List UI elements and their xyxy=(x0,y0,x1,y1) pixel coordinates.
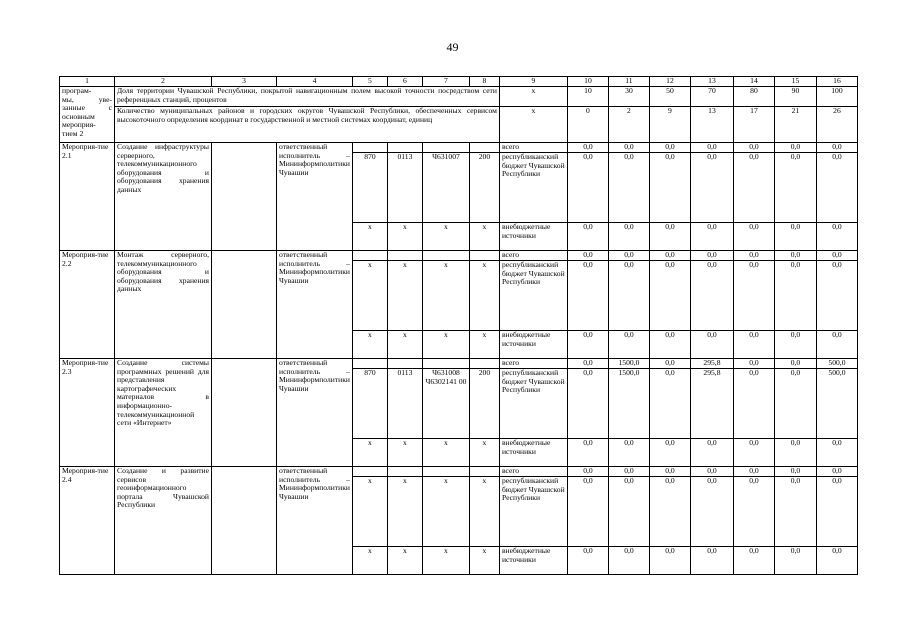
measure-name: Создание системы программных решений для представления картографических материалов в информационно-телекоммуникационной сети «Интернет» xyxy=(115,359,212,467)
indicator-text: Количество муниципальных районов и городских округов Чувашской Республики, обеспеченных сервисом высокоточного определения координат в государственной и местной системах координат, единиц xyxy=(115,107,500,143)
measure-row xyxy=(60,467,858,477)
budget-code-target: x xyxy=(422,331,469,359)
empty-cell xyxy=(212,359,277,467)
funding-value: 0,0 xyxy=(649,467,690,477)
budget-code-target: Ч631008 Ч6302141 00 xyxy=(422,369,469,439)
budget-code-section xyxy=(387,467,422,477)
measure-number: Мероприя-тие 2.4 xyxy=(60,467,115,575)
funding-value: 0,0 xyxy=(774,359,816,369)
funding-value: 0,0 xyxy=(816,477,857,547)
indicator-value: 30 xyxy=(608,87,649,107)
funding-value: 0,0 xyxy=(816,251,857,261)
funding-value: 0,0 xyxy=(608,143,649,153)
header-cell: 5 xyxy=(352,77,387,87)
funding-value: 0,0 xyxy=(774,467,816,477)
goal-label-line-4: основным xyxy=(62,111,95,121)
funding-value: 0,0 xyxy=(567,261,608,331)
funding-value: 0,0 xyxy=(690,467,733,477)
goal-label-line-1: програм- xyxy=(62,86,92,95)
funding-value: 0,0 xyxy=(733,369,774,439)
measure-name: Монтаж серверного, телекоммуникационного оборудования и оборудования хранения данных xyxy=(115,251,212,359)
funding-value: 0,0 xyxy=(733,467,774,477)
funding-source: республиканский бюджет Чувашской Республики xyxy=(499,477,567,547)
funding-value: 0,0 xyxy=(816,143,857,153)
funding-value: 0,0 xyxy=(567,251,608,261)
funding-value: 0,0 xyxy=(649,153,690,223)
funding-source: внебюджетные источники xyxy=(499,223,567,251)
indicator-value: 70 xyxy=(690,87,733,107)
header-row xyxy=(60,77,858,87)
budget-code-grbs: x xyxy=(352,547,387,575)
funding-value: 0,0 xyxy=(733,223,774,251)
funding-value: 1500,0 xyxy=(608,369,649,439)
budget-code-section: 0113 xyxy=(387,369,422,439)
funding-source: всего xyxy=(499,359,567,369)
budget-code-grbs xyxy=(352,359,387,369)
funding-value: 0,0 xyxy=(774,331,816,359)
responsible-title: ответственный xyxy=(279,466,328,475)
funding-value: 0,0 xyxy=(690,477,733,547)
header-cell: 8 xyxy=(469,77,499,87)
budget-code-grbs: x xyxy=(352,331,387,359)
responsible-title: ответственный xyxy=(279,250,328,259)
funding-source: республиканский бюджет Чувашской Республики xyxy=(499,153,567,223)
funding-value: 0,0 xyxy=(690,547,733,575)
indicator-value: 100 xyxy=(816,87,857,107)
indicator-mark: x xyxy=(499,87,567,107)
header-cell: 10 xyxy=(567,77,608,87)
funding-value: 1500,0 xyxy=(608,359,649,369)
responsible xyxy=(277,467,353,575)
budget-code-type xyxy=(469,251,499,261)
budget-code-section xyxy=(387,251,422,261)
funding-value: 0,0 xyxy=(608,251,649,261)
header-cell: 11 xyxy=(608,77,649,87)
budget-code-section: x xyxy=(387,331,422,359)
header-cell: 16 xyxy=(816,77,857,87)
header-cell: 15 xyxy=(774,77,816,87)
funding-value: 0,0 xyxy=(649,477,690,547)
funding-value: 0,0 xyxy=(816,331,857,359)
funding-value: 0,0 xyxy=(733,251,774,261)
budget-code-grbs: x xyxy=(352,439,387,467)
indicator-value: 2 xyxy=(608,107,649,143)
funding-value: 0,0 xyxy=(649,359,690,369)
budget-code-section xyxy=(387,143,422,153)
budget-code-grbs: x xyxy=(352,477,387,547)
indicator-text: Доля территории Чувашской Республики, покрытой навигационным полем высокой точности посредством сети референцных станций, процентов xyxy=(115,87,500,107)
funding-source: внебюджетные источники xyxy=(499,331,567,359)
funding-value: 0,0 xyxy=(567,547,608,575)
header-cell: 9 xyxy=(499,77,567,87)
indicator-value: 50 xyxy=(649,87,690,107)
funding-value: 0,0 xyxy=(774,251,816,261)
funding-value: 0,0 xyxy=(774,153,816,223)
funding-value: 295,8 xyxy=(690,369,733,439)
funding-source: республиканский бюджет Чувашской Республики xyxy=(499,369,567,439)
indicator-value: 13 xyxy=(690,107,733,143)
budget-code-target: x xyxy=(422,547,469,575)
goal-label-line-5: мероприя- xyxy=(62,120,96,130)
budget-code-type: x xyxy=(469,261,499,331)
budget-code-section: x xyxy=(387,439,422,467)
header-cell: 13 xyxy=(690,77,733,87)
funding-value: 0,0 xyxy=(649,143,690,153)
budget-code-section xyxy=(387,359,422,369)
funding-value: 0,0 xyxy=(690,331,733,359)
indicator-value: 80 xyxy=(733,87,774,107)
funding-value: 0,0 xyxy=(649,261,690,331)
measure-number: Мероприя-тие 2.1 xyxy=(60,143,115,251)
funding-value: 0,0 xyxy=(608,547,649,575)
funding-value: 500,0 xyxy=(816,369,857,439)
funding-value: 0,0 xyxy=(649,369,690,439)
funding-value: 0,0 xyxy=(567,331,608,359)
funding-value: 0,0 xyxy=(649,439,690,467)
funding-value: 0,0 xyxy=(733,261,774,331)
responsible xyxy=(277,251,353,359)
header-cell: 6 xyxy=(387,77,422,87)
funding-source: внебюджетные источники xyxy=(499,547,567,575)
funding-value: 0,0 xyxy=(608,223,649,251)
empty-cell xyxy=(212,467,277,575)
goal-indicator-row xyxy=(60,87,858,107)
budget-code-target: Ч631007 xyxy=(422,153,469,223)
funding-value: 0,0 xyxy=(690,261,733,331)
funding-value: 0,0 xyxy=(608,331,649,359)
budget-code-type: x xyxy=(469,477,499,547)
responsible-body: исполнитель – Мининформполитики Чувашии xyxy=(279,474,350,501)
indicator-value: 26 xyxy=(816,107,857,143)
header-cell: 7 xyxy=(422,77,469,87)
funding-value: 0,0 xyxy=(816,467,857,477)
empty-cell xyxy=(212,251,277,359)
budget-code-target: x xyxy=(422,261,469,331)
budget-code-grbs: x xyxy=(352,223,387,251)
indicator-value: 90 xyxy=(774,87,816,107)
measure-row xyxy=(60,251,858,261)
header-cell: 4 xyxy=(277,77,353,87)
budget-code-type: 200 xyxy=(469,369,499,439)
indicator-value: 17 xyxy=(733,107,774,143)
header-cell: 14 xyxy=(733,77,774,87)
budget-code-grbs: 870 xyxy=(352,153,387,223)
funding-value: 0,0 xyxy=(774,547,816,575)
funding-value: 0,0 xyxy=(774,477,816,547)
funding-source: всего xyxy=(499,467,567,477)
measure-name: Создание и развитие сервисов геоинформационного портала Чувашской Республики xyxy=(115,467,212,575)
funding-value: 0,0 xyxy=(649,251,690,261)
funding-value: 0,0 xyxy=(567,369,608,439)
header-cell: 12 xyxy=(649,77,690,87)
funding-value: 0,0 xyxy=(816,261,857,331)
budget-code-target: x xyxy=(422,223,469,251)
budget-code-type: x xyxy=(469,547,499,575)
budget-code-section: x xyxy=(387,223,422,251)
funding-value: 0,0 xyxy=(774,439,816,467)
measure-row xyxy=(60,359,858,369)
goal-indicator-row xyxy=(60,107,858,143)
indicator-value: 21 xyxy=(774,107,816,143)
funding-value: 0,0 xyxy=(816,223,857,251)
funding-value: 0,0 xyxy=(567,467,608,477)
measure-name: Создание инфраструктуры серверного, телекоммуникационного оборудования и оборудования хранения данных xyxy=(115,143,212,251)
funding-value: 0,0 xyxy=(608,153,649,223)
budget-code-section: 0113 xyxy=(387,153,422,223)
funding-value: 295,8 xyxy=(690,359,733,369)
funding-value: 0,0 xyxy=(567,477,608,547)
indicator-value: 9 xyxy=(649,107,690,143)
goal-label xyxy=(60,87,115,143)
measure-number: Мероприя-тие 2.3 xyxy=(60,359,115,467)
budget-code-grbs xyxy=(352,467,387,477)
measure-row xyxy=(60,143,858,153)
budget-code-type: x xyxy=(469,331,499,359)
header-cell: 2 xyxy=(115,77,212,87)
funding-value: 0,0 xyxy=(816,439,857,467)
responsible-body: исполнитель – Мининформполитики Чувашии xyxy=(279,150,350,177)
funding-value: 0,0 xyxy=(649,331,690,359)
responsible xyxy=(277,143,353,251)
indicator-value: 0 xyxy=(567,107,608,143)
funding-value: 0,0 xyxy=(567,359,608,369)
budget-code-type: x xyxy=(469,439,499,467)
funding-value: 0,0 xyxy=(608,477,649,547)
funding-value: 0,0 xyxy=(567,223,608,251)
budget-code-target: x xyxy=(422,439,469,467)
funding-value: 0,0 xyxy=(608,261,649,331)
funding-value: 0,0 xyxy=(774,223,816,251)
funding-value: 0,0 xyxy=(690,153,733,223)
responsible-title: ответственный xyxy=(279,358,328,367)
indicator-mark: x xyxy=(499,107,567,143)
funding-source: республиканский бюджет Чувашской Республики xyxy=(499,261,567,331)
funding-value: 0,0 xyxy=(608,467,649,477)
budget-code-grbs: 870 xyxy=(352,369,387,439)
budget-code-target xyxy=(422,359,469,369)
header-cell: 3 xyxy=(212,77,277,87)
funding-source: внебюджетные источники xyxy=(499,439,567,467)
funding-value: 0,0 xyxy=(816,153,857,223)
budget-code-target xyxy=(422,251,469,261)
funding-value: 0,0 xyxy=(733,439,774,467)
budget-code-section: x xyxy=(387,477,422,547)
funding-value: 0,0 xyxy=(774,143,816,153)
funding-value: 0,0 xyxy=(567,143,608,153)
funding-value: 0,0 xyxy=(649,547,690,575)
program-table xyxy=(59,76,858,575)
measure-number: Мероприя-тие 2.2 xyxy=(60,251,115,359)
funding-value: 0,0 xyxy=(567,153,608,223)
funding-value: 0,0 xyxy=(733,359,774,369)
funding-value: 0,0 xyxy=(649,223,690,251)
goal-label-line-6: тием 2 xyxy=(62,128,84,138)
funding-source: всего xyxy=(499,143,567,153)
funding-value: 0,0 xyxy=(733,143,774,153)
responsible xyxy=(277,359,353,467)
budget-code-target: x xyxy=(422,477,469,547)
funding-source: всего xyxy=(499,251,567,261)
funding-value: 0,0 xyxy=(774,369,816,439)
budget-code-grbs: x xyxy=(352,261,387,331)
goal-label-line-3: занные с xyxy=(62,103,112,113)
responsible-body: исполнитель – Мининформполитики Чувашии xyxy=(279,258,350,285)
funding-value: 0,0 xyxy=(608,439,649,467)
funding-value: 0,0 xyxy=(774,261,816,331)
funding-value: 0,0 xyxy=(816,547,857,575)
budget-code-target xyxy=(422,143,469,153)
page-number: 49 xyxy=(446,40,459,54)
budget-code-target xyxy=(422,467,469,477)
empty-cell xyxy=(212,143,277,251)
funding-value: 0,0 xyxy=(690,251,733,261)
budget-code-section: x xyxy=(387,261,422,331)
funding-value: 0,0 xyxy=(690,439,733,467)
budget-code-type: 200 xyxy=(469,153,499,223)
funding-value: 0,0 xyxy=(733,153,774,223)
budget-code-grbs xyxy=(352,143,387,153)
goal-label-line-2: мы, уве- xyxy=(62,94,112,104)
budget-code-type: x xyxy=(469,223,499,251)
funding-value: 500,0 xyxy=(816,359,857,369)
budget-code-grbs xyxy=(352,251,387,261)
funding-value: 0,0 xyxy=(690,223,733,251)
indicator-value: 10 xyxy=(567,87,608,107)
budget-code-type xyxy=(469,359,499,369)
funding-value: 0,0 xyxy=(690,143,733,153)
budget-code-type xyxy=(469,467,499,477)
funding-value: 0,0 xyxy=(733,331,774,359)
funding-value: 0,0 xyxy=(567,439,608,467)
budget-code-section: x xyxy=(387,547,422,575)
funding-value: 0,0 xyxy=(733,547,774,575)
funding-value: 0,0 xyxy=(733,477,774,547)
responsible-body: исполнитель – Мининформполитики Чувашии xyxy=(279,366,350,393)
responsible-title: ответственный xyxy=(279,142,328,151)
budget-code-type xyxy=(469,143,499,153)
header-cell: 1 xyxy=(60,77,115,87)
table-body xyxy=(60,77,858,575)
